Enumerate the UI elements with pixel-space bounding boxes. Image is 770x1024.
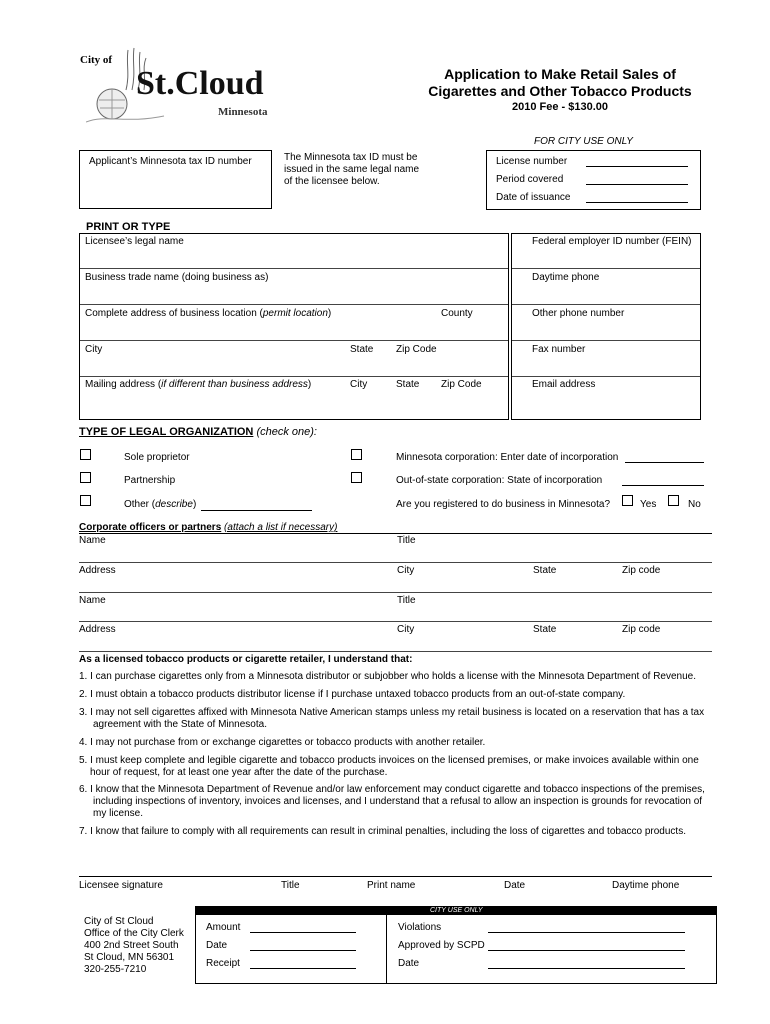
signature-date-label: Date [504, 880, 526, 891]
address-line: City of St Cloud [84, 916, 154, 927]
signature-line[interactable] [79, 876, 712, 877]
bottom-date-line [250, 950, 356, 951]
violations-line [488, 932, 685, 933]
statement-line: 2. I must obtain a tobacco products distributor license if I purchase untaxed tobacco products from an out-of-state company. [79, 689, 626, 700]
partnership-checkbox[interactable] [80, 472, 91, 483]
clerk-address [84, 916, 184, 976]
mn-corporation-checkbox[interactable] [351, 449, 362, 460]
approved-label: Approved by SCPD [398, 940, 485, 951]
statement-line: 3. I may not sell cigarettes affixed with Minnesota Native American stamps unless my retail business is located on a reservation that has a tax [79, 707, 705, 718]
state-label: State [350, 344, 374, 355]
registered-no-label: No [688, 499, 701, 510]
amount-line [250, 932, 356, 933]
business-address-label: Complete address of business location (permit location) [85, 308, 332, 319]
officer2-city-label: City [397, 624, 415, 635]
officer1-city-label: City [397, 565, 415, 576]
signature-print-name-label: Print name [367, 880, 416, 891]
statement-line: 7. I know that failure to comply with all requirements can result in criminal penalties, including the loss of cigarettes and tobacco products. [79, 826, 686, 837]
statement-line: including inspections of inventory, invoices and licenses, and I understand that a refusal to allow an inspection is grounds for revocation of [93, 796, 703, 807]
tax-id-label: Applicant’s Minnesota tax ID number [89, 156, 252, 167]
signature-phone-label: Daytime phone [612, 880, 680, 891]
fax-label: Fax number [532, 344, 586, 355]
county-label: County [441, 308, 473, 319]
city-label: City [85, 344, 103, 355]
mailing-state-label: State [396, 379, 420, 390]
address-line: 400 2nd Street South [84, 940, 179, 951]
officer1-address-label: Address [79, 565, 116, 576]
address-line: Office of the City Clerk [84, 928, 184, 939]
statement-line: agreement with the State of Minnesota. [93, 719, 267, 730]
officer1-name-line[interactable] [79, 562, 712, 563]
statement-5 [79, 755, 719, 779]
registered-yes-label: Yes [640, 499, 657, 510]
receipt-line [250, 968, 356, 969]
daytime-phone-label: Daytime phone [532, 272, 600, 283]
registered-yes-checkbox[interactable] [622, 495, 633, 506]
other-org-label: Other (describe) [124, 499, 197, 510]
email-label: Email address [532, 379, 596, 390]
signature-label: Licensee signature [79, 880, 163, 891]
amount-label: Amount [206, 922, 241, 933]
understand-heading: As a licensed tobacco products or cigarette retailer, I understand that: [79, 654, 413, 665]
officer2-address-label: Address [79, 624, 116, 635]
signature-title-label: Title [281, 880, 300, 891]
statement-line: my license. [93, 808, 144, 819]
city-state-zip-field[interactable] [80, 341, 508, 376]
officers-heading: Corporate officers or partners (attach a list if necessary) [79, 522, 338, 533]
bottom-city-use-label: CITY USE ONLY [430, 907, 483, 914]
officer2-address-line[interactable] [79, 651, 712, 652]
statement-line: 1. I can purchase cigarettes only from a Minnesota distributor or subjobber who holds a license with the Minnesota Department of Revenue. [79, 671, 696, 682]
mailing-address-label: Mailing address (if different than business address) [85, 379, 312, 390]
sole-proprietor-checkbox[interactable] [80, 449, 91, 460]
statement-4 [79, 737, 719, 749]
city-use-label: FOR CITY USE ONLY [534, 136, 633, 147]
print-or-type-heading: PRINT OR TYPE [86, 221, 171, 233]
other-phone-label: Other phone number [532, 308, 625, 319]
form-title-line1: Application to Make Retail Sales of [444, 66, 676, 82]
oos-corporation-checkbox[interactable] [351, 472, 362, 483]
officer1-state-label: State [533, 565, 557, 576]
statement-6 [79, 784, 719, 820]
form-header [390, 66, 730, 115]
logo-city-of: City of [80, 54, 113, 66]
license-number-line [586, 166, 688, 167]
tax-note-line3: of the licensee below. [284, 176, 380, 187]
registered-no-checkbox[interactable] [668, 495, 679, 506]
bottom-date2-label: Date [398, 958, 420, 969]
license-number-label: License number [496, 156, 568, 167]
period-covered-label: Period covered [496, 174, 564, 185]
officer1-address-line[interactable] [79, 592, 712, 593]
statement-7 [79, 826, 719, 838]
address-line: 320-255-7210 [84, 964, 147, 975]
logo-name: St.Cloud [136, 65, 264, 102]
registered-question: Are you registered to do business in Minnesota? [396, 499, 611, 510]
tax-note-line1: The Minnesota tax ID must be [284, 152, 418, 163]
legal-org-heading: TYPE OF LEGAL ORGANIZATION (check one): [79, 426, 317, 438]
form-fee: 2010 Fee - $130.00 [511, 101, 609, 113]
officer2-title-label: Title [397, 595, 416, 606]
officer2-name-line[interactable] [79, 621, 712, 622]
partnership-label: Partnership [124, 475, 176, 486]
date-of-issuance-line [586, 202, 688, 203]
incorporation-date-line[interactable] [625, 462, 704, 463]
oos-corporation-label: Out-of-state corporation: State of incorporation [396, 475, 603, 486]
bottom-city-use-divider [386, 915, 387, 983]
officers-rule [79, 533, 712, 534]
officer1-title-label: Title [397, 535, 416, 546]
period-covered-line [586, 184, 688, 185]
statement-1 [79, 671, 719, 683]
approved-line [488, 950, 685, 951]
officer2-zip-label: Zip code [622, 624, 661, 635]
other-org-checkbox[interactable] [80, 495, 91, 506]
form-title-line2: Cigarettes and Other Tobacco Products [428, 83, 692, 99]
receipt-label: Receipt [206, 958, 240, 969]
logo-state: Minnesota [218, 106, 268, 118]
fein-label: Federal employer ID number (FEIN) [532, 236, 692, 247]
mn-corporation-label: Minnesota corporation: Enter date of incorporation [396, 452, 619, 463]
mailing-zip-label: Zip Code [441, 379, 482, 390]
mailing-city-label: City [350, 379, 368, 390]
zip-label: Zip Code [396, 344, 437, 355]
officer2-state-label: State [533, 624, 557, 635]
statement-line: 6. I know that the Minnesota Department of Revenue and/or law enforcement may conduct cigarette and tobacco inspections of the premises, [79, 784, 705, 795]
date-of-issuance-label: Date of issuance [496, 192, 571, 203]
address-line: St Cloud, MN 56301 [84, 952, 175, 963]
bottom-date-label: Date [206, 940, 228, 951]
statement-line: hour of request, for at least one year after the date of the purchase. [90, 767, 388, 778]
incorporation-state-line[interactable] [622, 485, 704, 486]
bottom-date2-line [488, 968, 685, 969]
statement-line: 5. I must keep complete and legible cigarette and tobacco products invoices on the licensed premises, or make invoices available within one [79, 755, 699, 766]
statement-line: 4. I may not purchase from or exchange cigarettes or tobacco products with another retailer. [79, 737, 486, 748]
tax-note-line2: issued in the same legal name [284, 164, 420, 175]
legal-name-label: Licensee’s legal name [85, 236, 184, 247]
officer1-zip-label: Zip code [622, 565, 661, 576]
trade-name-label: Business trade name (doing business as) [85, 272, 269, 283]
city-logo [78, 44, 288, 124]
statement-3 [79, 707, 719, 731]
officer1-name-label: Name [79, 535, 106, 546]
officer2-name-label: Name [79, 595, 106, 606]
violations-label: Violations [398, 922, 442, 933]
other-org-describe-line[interactable] [201, 510, 312, 511]
statement-2 [79, 689, 719, 701]
sole-proprietor-label: Sole proprietor [124, 452, 190, 463]
